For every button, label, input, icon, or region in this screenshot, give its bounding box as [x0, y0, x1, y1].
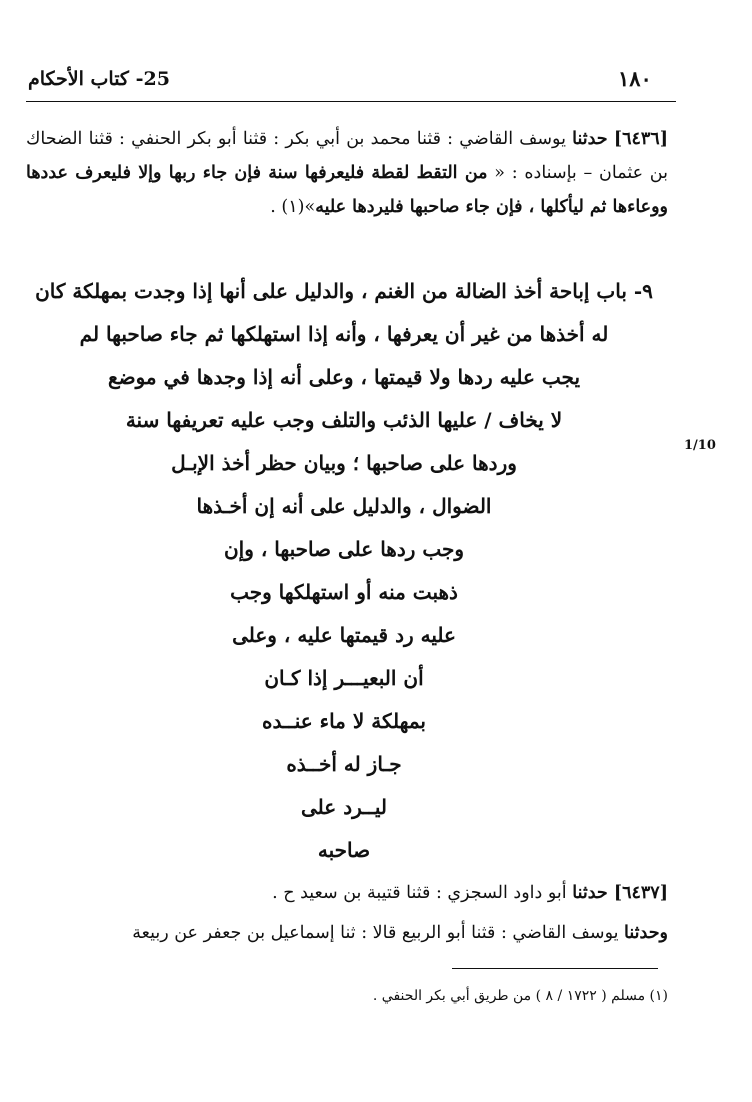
- chapter-heading-line: وردها على صاحبها ؛ وبيان حظر أخذ الإبـل: [171, 451, 517, 475]
- hadith-isnad-bold: حدثنا: [572, 883, 614, 903]
- chapter-heading-line: عليه رد قيمتها عليه ، وعلى: [232, 623, 456, 647]
- chapter-heading-line: أن البعيـــر إذا كـان: [264, 666, 424, 690]
- footnote: (١) مسلم ( ١٧٢٢ / ٨ ) من طريق أبي بكر الحنفي .: [372, 988, 668, 1004]
- chapter-heading-line: بمهلكة لا ماء عنــده: [262, 709, 426, 733]
- hadith-isnad-bold: وحدثنا: [624, 923, 668, 943]
- chapter-heading: [20, 270, 668, 872]
- chapter-heading-line: له أخذها من غير أن يعرفها ، وأنه إذا استهلكها ثم جاء صاحبها لم: [79, 322, 609, 346]
- page-number: ١٨٠: [618, 66, 652, 91]
- hadith-isnad-bold: حدثنا: [572, 129, 608, 149]
- manuscript-folio-note: 1/10: [684, 438, 716, 453]
- chapter-heading-line: جـاز له أخــذه: [286, 752, 402, 776]
- hadith-6436-paragraph: [26, 122, 668, 224]
- chapter-heading-line: الضوال ، والدليل على أنه إن أخـذها: [196, 494, 492, 518]
- chapter-heading-line: لا يخاف / عليها الذئب والتلف وجب عليه تعريفها سنة: [125, 408, 563, 432]
- hadith-isnad: أبو داود السجزي : قثنا قتيبة بن سعيد ح .: [272, 883, 573, 903]
- chapter-heading-line: صاحبه: [317, 838, 371, 862]
- hadith-isnad: يوسف القاضي : قثنا محمد بن أبي بكر : قثنا أبو بكر الحنفي : قثنا الضحاك بن عثمان – بإسناده : «: [26, 129, 669, 183]
- header-divider: [26, 101, 676, 102]
- hadith-matn: من التقط لقطة فليعرفها سنة فإن جاء ربها وإلا فليعرف عددها ووعاءها ثم ليأكلها ، فإن جاء صاحبها فليردها عليه: [26, 163, 668, 217]
- hadith-isnad: يوسف القاضي : قثنا أبو الربيع قالا : ثنا إسماعيل بن جعفر عن ربيعة: [132, 923, 625, 943]
- chapter-heading-line: ٩- باب إباحة أخذ الضالة من الغنم ، والدليل على أنها إذا وجدت بمهلكة كان: [35, 279, 653, 303]
- chapter-heading-line: ليــرد على: [301, 795, 387, 819]
- footnote-reference: »(١) .: [270, 197, 316, 217]
- chapter-heading-line: يجب عليه ردها ولا قيمتها ، وعلى أنه إذا وجدها في موضع: [107, 365, 581, 389]
- hadith-number: [٦٤٣٦]: [613, 129, 668, 149]
- footnote-divider: [452, 968, 658, 969]
- hadith-6437-paragraph: [26, 876, 668, 910]
- chapter-heading-line: وجب ردها على صاحبها ، وإن: [223, 537, 465, 561]
- chapter-heading-line: ذهبت منه أو استهلكها وجب: [230, 580, 458, 604]
- chapter-header-title: 25- كتاب الأحكام: [28, 68, 170, 90]
- hadith-number: [٦٤٣٧]: [613, 883, 668, 903]
- hadith-continuation-paragraph: [26, 916, 668, 950]
